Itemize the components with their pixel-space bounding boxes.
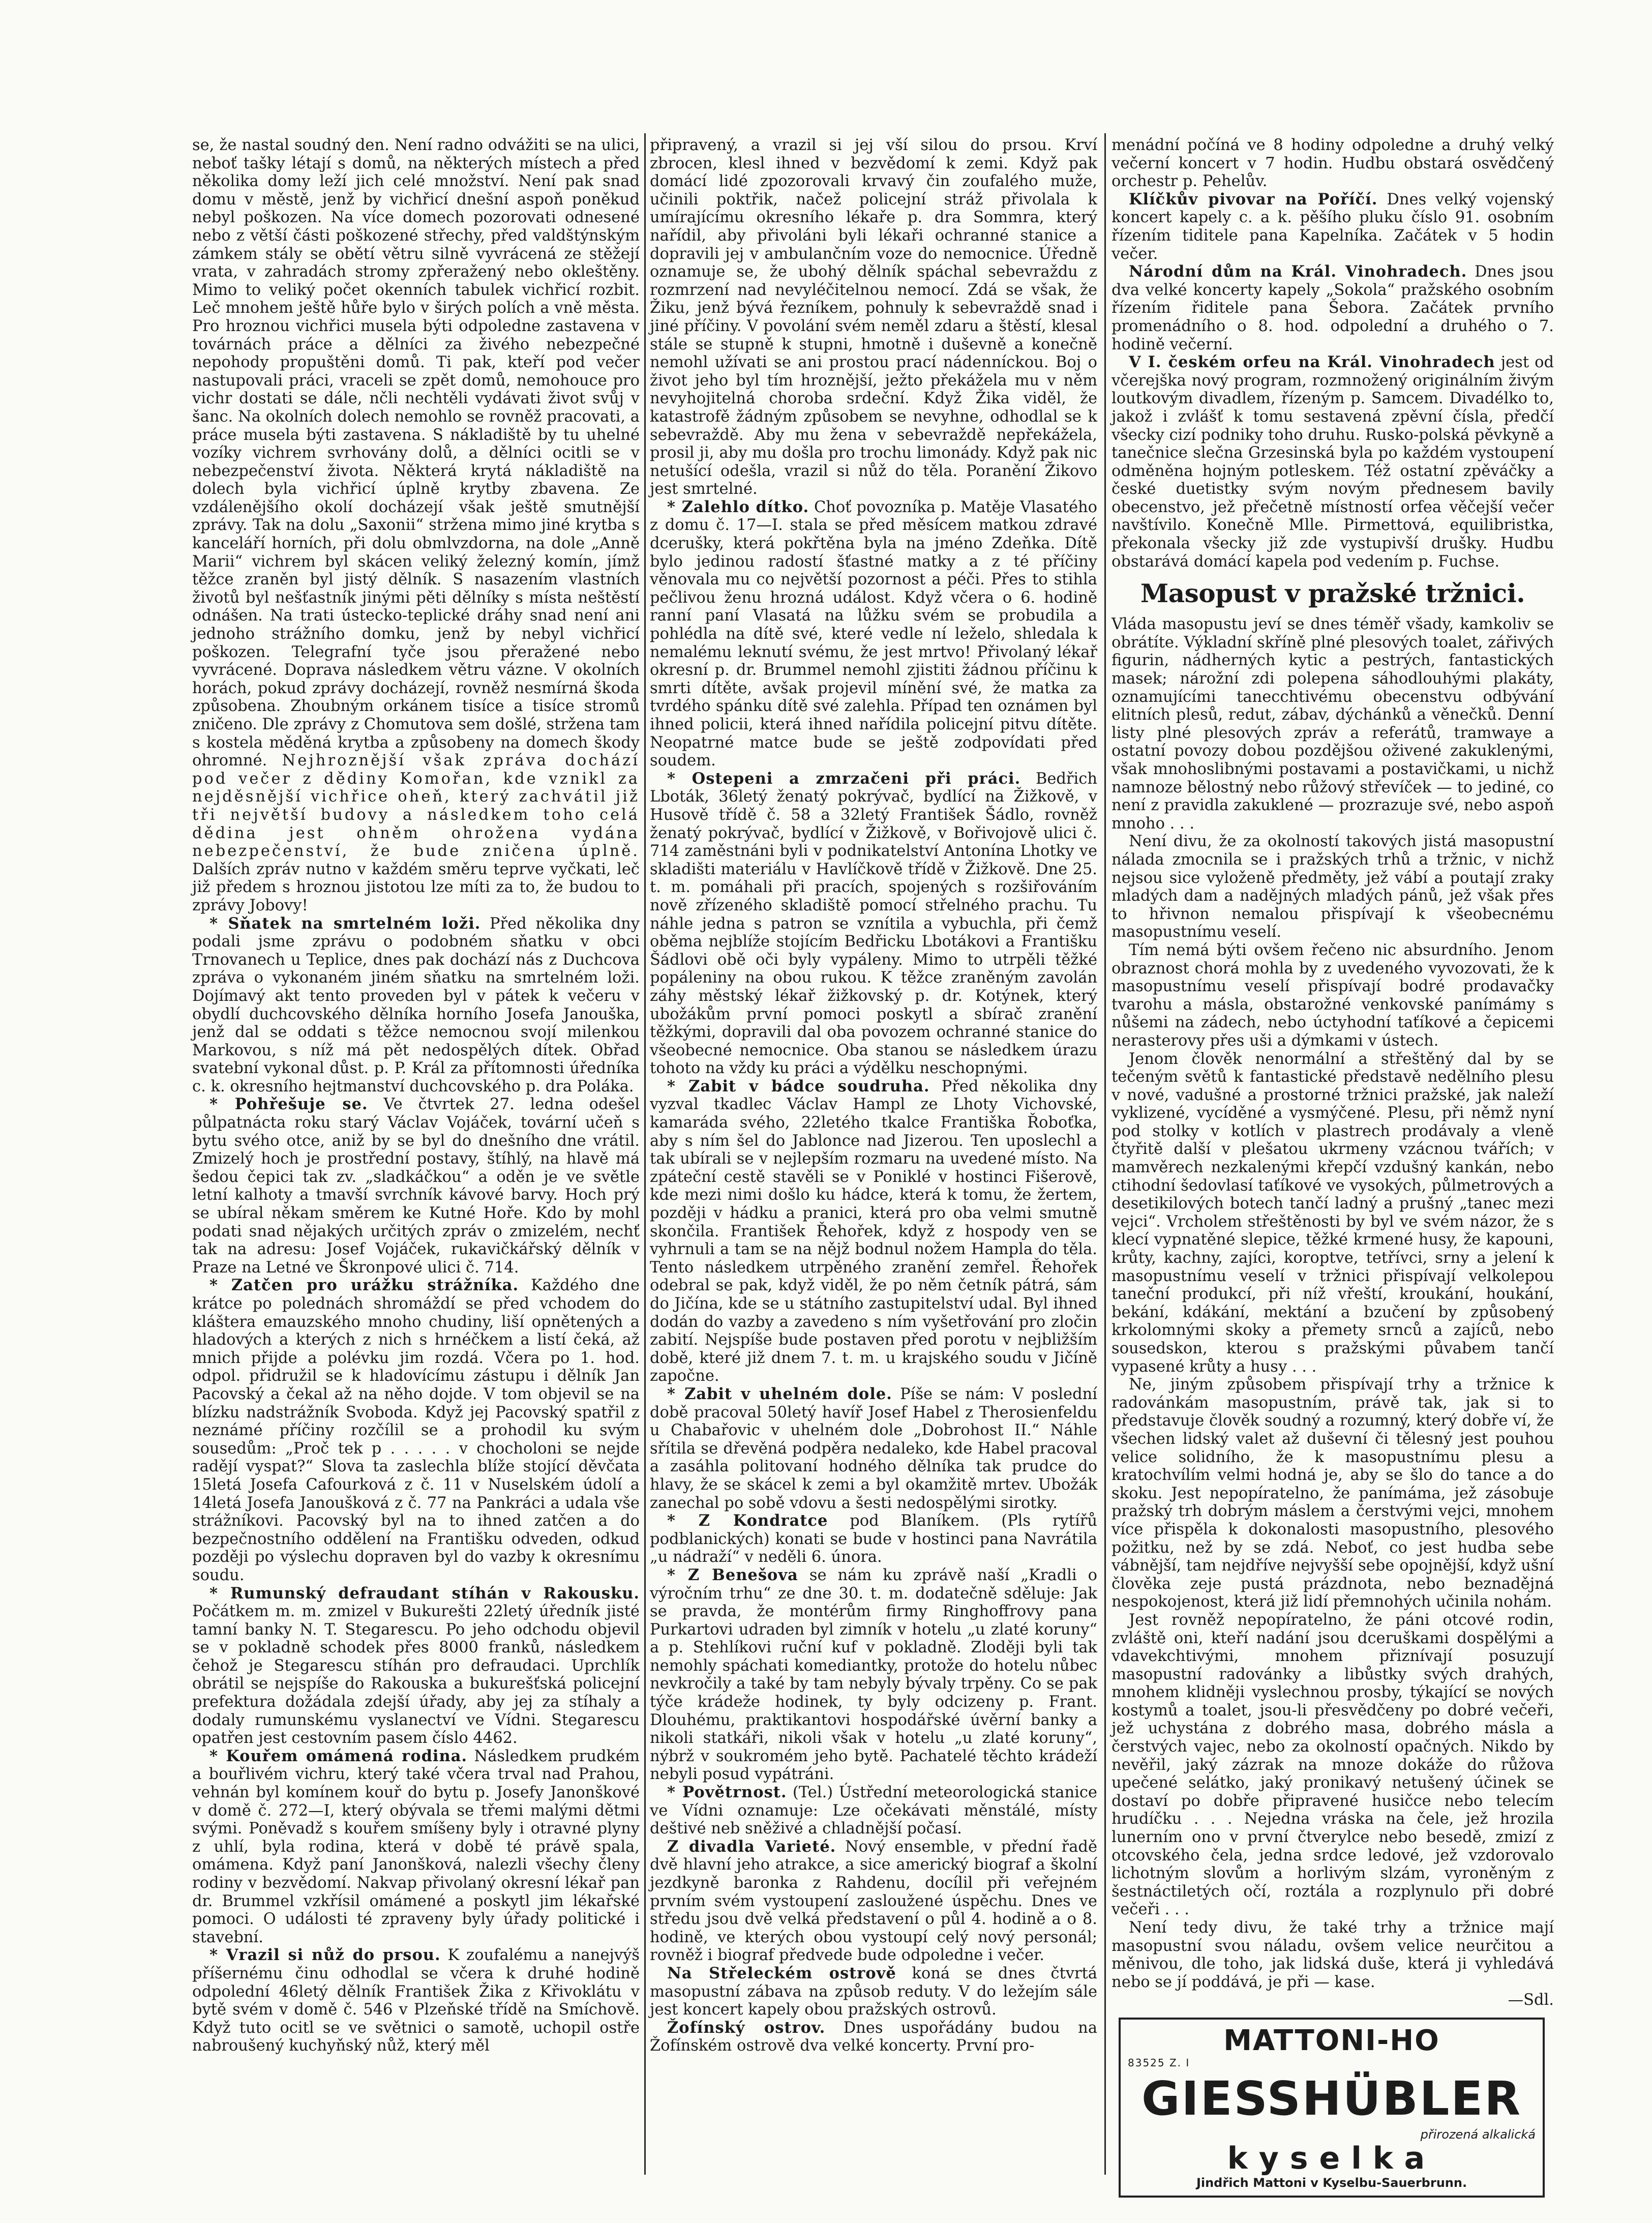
paragraph	[1112, 615, 1554, 833]
paragraph-heading: Na Střeleckém ostrově	[667, 1964, 896, 1982]
paragraph-text: menádní počíná ve 8 hodiny odpoledne a druhý velký večerní koncert v 7 hodin. Hudbu obstará osvědčený orchestr p. Pehelův.	[1112, 136, 1554, 191]
paragraph	[1112, 353, 1554, 571]
paragraph-heading: * Ostepeni a zmrzačeni při práci.	[667, 769, 1021, 788]
paragraph-text: Vláda masopustu jeví se dnes téměř všady, kamkoliv se obrátíte. Výkladní skříně plné plesových toalet, zářivých figurin, nádherných kytic a pestrých, fantastických masek; nárožní zdi polepena sáhodlouhými plakáty, oznamujícími tanecchtivému obecenstvu odbývání elitních plesů, redut, zábav, dýchánků a věnečků. Denní listy plné plesových zpráv a referátů, tramwaye a ostatní povozy dobou pozdějšou oživené zakuklenými, však mnohoslibnými postavami a postavičkami, u nichž namnoze bělostný nebo růžový střevíček — to jediné, co není z pravidla zakuklené — prozrazuje své, nebo aspoň mnoho . . .	[1112, 615, 1554, 833]
paragraph	[650, 1385, 1097, 1512]
paragraph	[650, 2019, 1097, 2055]
paragraph-text: Píše se nám: V poslední době pracoval 50letý havíř Josef Habel z Therosienfeldu u Chabařovic v uhelném dole „Dobrohost II.“ Náhle sřítila se dřevěná podpěra nedaleko, kde Habel pracoval a zasáhla politovaní hodného dělníka tak prudce do hlavy, že se skácel k zemi a byl okamžitě mrtev. Ubožák zanechal po sobě vdovu a šesti nedospělými sirotky.	[650, 1385, 1097, 1512]
paragraph-heading: * Zatčen pro urážku strážníka.	[209, 1276, 519, 1295]
paragraph	[192, 1747, 640, 1947]
paragraph-heading: Žofínský ostrov.	[667, 2018, 826, 2037]
paragraph	[1112, 1919, 1554, 1991]
column-3	[1112, 136, 1554, 2190]
paragraph-text: Jenom člověk nenormální a střeštěný dal by se tečeným světů k fantastické představě nedělního plesu v nové, vadušné a prostorné tržnici pražské, jak naleží vyklizené, vycíděné a vysmýčené. Plesu, při němž nyní pod stolky v kotlích v plastrech prodávaly a vleně čtyřitě další v plešatou ukrmeny vzácnou tvářích; v mamvěrech nezkalenými křepčí vzdušný kankán, nebo ctihodní šedovlasí taťíkové ve vysokých, půlmetrových a desetikilových botech tančí ladný a prušný „tanec mezi vejci“. Vrcholem střeštěnosti by byl ve svém názor, že s klecí vypnatěné slepice, těžké krmené husy, že kapouni, krůty, kachny, zajíci, koroptve, tetřívci, srny a jelení k masopustnímu veselí v tržnici přispívají velkolepou taneční produkcí, při níž vřeští, kroukání, houkání, bekání, kdákání, mektání a bzučení by způsobený krkolomnými skoky a přemety srnců a zajíců, nebo sousedskon, kterou s pražskými půvabem tančí vypasené krůty a husy . . .	[1112, 1050, 1554, 1376]
paragraph	[650, 1784, 1097, 1838]
paragraph-heading: * Zalehlo dítko.	[667, 497, 809, 516]
article-signature: —Sdl.	[1508, 1991, 1554, 2009]
paragraph-text: Dnes velký vojenský koncert kapely c. a k. pěšího pluku číslo 91. osobním řízením tiditele pana Kapelníka. Začátek v 5 hodin večer.	[1112, 190, 1554, 263]
paragraph-text: Ne, jiným způsobem přispívají trhy a tržnice k radovánkám masopustním, právě tak, jak si to představuje člověk soudný a rozumný, který dobře ví, že všechen lidský valet až duševní či tělesný jest pouhou velice solidního, že k masopustnímu plesu a kratochvílím velmi hodná je, aby se šlo do tance a do skoku. Jest nepopíratelno, že panímáma, jež zásobuje pražský trh dobrým máslem a čerstvými vejci, mnohem více přispěla k dokonalosti masopustního, plesového požitku, než by se zdá. Neboť, co jest hudba sebe vábnější, tam nejdříve nejvyšší sebe opojnější, když ušní člověka zeje pustá prázdnota, nebo beznadějná nespokojenost, která již lidí přemnohých učinila nohám.	[1112, 1376, 1554, 1611]
paragraph-heading: * Pohřešuje se.	[209, 1095, 368, 1114]
ad-footer: Jindřich Mattoni v Kyselbu-Sauerbrunn.	[1196, 2175, 1467, 2190]
paragraph	[650, 498, 1097, 770]
paragraph	[1112, 833, 1554, 941]
paragraph-heading: Klíčkův pivovar na Poříčí.	[1129, 190, 1378, 209]
article-signature-line	[1112, 1991, 1554, 2009]
section-title: Masopust v pražské tržnici.	[1140, 578, 1525, 609]
paragraph-heading: V I. českém orfeu na Král. Vinohradech	[1129, 353, 1495, 372]
paragraph-text: Každého dne krátce po polednách shromáždí se před vchodem do kláštera emauzského mnoho chudiny, liší opnětených a hladových a kterých z nich s hrnéčkem a listí čeká, až mnich přijde a polévku jim rozdá. Včera po 1. hod. odpol. přidružil se k hladovícímu zástupu i dělník Jan Pacovský a čekal až na něho dojde. V tom objevil se na blízku nadstrážník Svoboda. Když jej Pacovský spatřil z neznámé příčiny rozčílil se a prohodil ku svým sousedům: „Proč tek p . . . . . v chocholoni se nejde radějí vyspat?“ Slova ta zaslechla blíže stojící děvčata 15letá Josefa Cafourková z č. 11 v Nuselském údolí a 14letá Josefa Janoušková z č. 77 na Pankráci a udala vše strážníkovi. Pacovský byl na to ihned zatčen a do bezpečnostního oddělení na Františku odveden, odkud později po výslechu dopraven byl do vazby k okresnímu soudu.	[192, 1277, 640, 1584]
paragraph	[192, 1585, 640, 1747]
paragraph-heading: * Zabit v bádce soudruha.	[667, 1077, 930, 1095]
paragraph	[1112, 136, 1554, 191]
paragraph	[192, 1095, 640, 1277]
paragraph-text: (Tel.) Ústřední meteorologická stanice ve Vídni oznamuje: Lze očekávati měnstálé, místy deštivé neb sněživé a chladnější počasí.	[650, 1784, 1097, 1838]
paragraph-text: K zoufalému a nanejvýš příšernému činu odhodlal se včera k druhé hodině odpolední 46letý dělník František Žika z Křivoklátu v bytě svém v domě č. 546 v Plzeňské třídě na Smíchově. Když tuto ocitl se ve světnici o samotě, uchopil ostře nabroušený kuchyňský nůž, který měl	[192, 1946, 640, 2055]
ad-product-name: GIESSHÜBLER	[1141, 2071, 1522, 2126]
paragraph	[650, 1566, 1097, 1784]
paragraph	[650, 1838, 1097, 1965]
paragraph-text: Ve čtvrtek 27. ledna odešel půlpatnácta roku starý Václav Vojáček, tovární učeň s bytu svého otce, aniž by se byl do dnešního dne vrátil. Zmizelý hoch je prostřední postavy, štíhlý, na hlavě má šedou čepici tak zv. „sladkáčkou“ a oděn je ve světle letní kalhoty a tmavší svrchník kávové barvy. Hoch prý se ubíral někam směrem ke Kutné Hoře. Kdo by mohl podati snad nějakých určitých zpráv o zmizelém, nechť tak na adresu: Josef Vojáček, rukavičkářský dělník v Praze na Letné ve Škronpové ulici č. 714.	[192, 1095, 640, 1277]
paragraph	[650, 1965, 1097, 2019]
paragraph-text: Dnes uspořádány budou na Žofínském ostrově dva velké koncerty. První pro-	[650, 2019, 1098, 2055]
paragraph-text: Dnes jsou dva velké koncerty kapely „Sokola“ pražského osobním řízením řiditele pana Šebora. Začátek prvního promenádního o 8. hod. odpolední a druhého o 7. hodině večerní.	[1112, 263, 1554, 353]
paragraph-heading: * Zabit v uhelném dole.	[667, 1384, 892, 1403]
paragraph-heading: * Povětrnost.	[667, 1783, 787, 1802]
paragraph-tail: Dalších zpráv nutno v každém směru teprve vyčkati, leč již předem s hroznou jistotou lze míti za to, že budou to zprávy Jobovy!	[192, 860, 640, 914]
paragraph-text: Nový ensemble, v přední řadě dvě hlavní jeho atrakce, a sice americký biograf a školní jezdkyně baronka z Rahdenu, docílil při veřejném prvním svém vystoupení zasloužené úspěchu. Dnes ve středu jsou dvě velká představení o půl 4. hodině a o 8. hodině, ve kterých obou vystoupí celý nový personál; rovněž i biograf předvede bude odpoledne i večer.	[650, 1837, 1098, 1965]
paragraph-text: koná se dnes čtvrtá masopustní zábava na způsob reduty. V do ležejím sále jest koncert kapely obou pražských ostrovů.	[650, 1964, 1097, 2019]
paragraph	[650, 1078, 1097, 1385]
paragraph	[1112, 1050, 1554, 1376]
ad-subtitle: přirozená alkalická	[1420, 2127, 1536, 2142]
paragraph-heading: * Rumunský defraudant stíhán v Rakousku.	[209, 1584, 640, 1603]
paragraph	[1112, 1376, 1554, 1611]
ad-number: 83525 Z. I	[1128, 2056, 1190, 2069]
paragraph	[192, 915, 640, 1096]
paragraph	[650, 136, 1097, 498]
paragraph	[1112, 941, 1554, 1050]
ad-brand: MATTONI-HO	[1223, 2024, 1440, 2057]
paragraph-text: Choť povozníka p. Matěje Vlasatého z domu č. 17—I. stala se před měsícem matkou zdravé dcerušky, která pokřtěna byla na jméno Zdeňka. Dítě bylo jedinou radostí šťastné matky a z té příčiny věnovala mu co největší pozornost a péči. Přes to stihla pečlivou ženu hrozná událost. Když včera o 6. hodině ranní paní Vlasatá na lůžku svém se probudila a pohlédla na dítě své, které vedle ní leželo, shledala k nemalému leknutí svému, že jest mrtvo! Přivolaný lékař okresní p. dr. Brummel nemohl zjistiti žádnou příčinu k smrti dítěte, avšak projevil mínění své, že matka za tvrdého spánku dítě své zalehla. Případ ten oznámen byl ihned policii, která ihned nařídila policejní pitvu dítěte. Neopatrné matce bude se ještě zodpovídati před soudem.	[650, 498, 1097, 770]
column-rule-1	[644, 133, 646, 2175]
paragraph-heading: Národní dům na Král. Vinohradech.	[1129, 262, 1467, 281]
paragraph-text: se, že nastal soudný den. Není radno odvážiti se na ulici, neboť tašky létají s domů, na některých místech a před několika domy leží jich celé množství. Není pak snad domu v městě, jenž by vichřicí dnešní aspoň poněkud nebyl poškozen. Na více domech pozorovati odnesené nebo z větší části poškozené střechy, před valdštýnským zámkem stály se obětí větru silně vyvrácená ze stěžejí vrata, v zahradách stromy zpřeražený nebo okleštěny. Mimo to veliký počet okenních tabulek vichřicí rozbit. Leč mnohem ještě hůře bylo v širých polích a vně města. Pro hroznou vichřici musela býti odpoledne zastavena v továrnách práce a dělníci za živého nebezpečné nepohody propuštěni domů. Ti pak, kteří pod večer nastupovali práci, vraceli se zpět domů, nemohouce pro vichr dostati se dále, nčli nechtěli vydávati život svůj v šanc. Na okolních dolech nemohlo se rovněž pracovati, a práce musela býti zastavena. S nákladiště by tu uhelné vozíky vichrem svrhovány dolů, a dělníci ocitli se v nebezpečenství života. Některá krytá nákladiště na dolech byla vichřicí úplně krytby zbavena. Ze vzdálenějšího okolí docházejí však ještě smutnější zprávy. Tak na dolu „Saxonii“ stržena mimo jiné krytba s kanceláří horních, při dolu obmlvzdorna, na dole „Anně Marii“ vichrem byl skácen veliký železný komín, jímž těžce zraněn byl jistý dělník. S nasazením vlastních životů byl nešťastník jinými pěti dělníky s místa neštěstí odnášen. Na trati ústecko-teplické dráhy snad není ani jednoho strážního domku, jenž by nebyl vichřicí poškozen. Telegrafní tyče jsou přeražené nebo vyvrácené. Doprava následkem větru vázne. V okolních horách, pokud zprávy docházejí, rovněž nesmírná škoda způsobena. Zhoubným orkánem tisíce a tisíce stromů zničeno. Dle zprávy z Chomutova sem došlé, stržena tam s kostela měděná krytba a způsobeny na domech škody ohromné.	[192, 136, 640, 770]
paragraph-text: Před několika dny podali jsme zprávu o podobném sňatku v obci Trnovanech u Teplice, dnes pak dochází nás z Duchcova zpráva o vykonaném jiném sňatku na smrtelném loži. Dojímavý akt tento proveden byl v pátek k večeru v obydlí duchcovského dělníka horního Josefa Janouška, jenž dal se oddati s těžce nemocnou svojí milenkou Markovou, s níž má pět nedospělých dítek. Obřad svatební vykonal důst. p. P. Král za přítomnosti úředníka c. k. okresního hejtmanství duchcovského p. dra Poláka.	[192, 914, 640, 1095]
paragraph-text: Není tedy divu, že také trhy a tržnice mají masopustní svou náladu, ovšem velice neurčitou a měnivou, dle toho, jak lidská duše, která ji vyhledává nebo se jí poddává, je při — kase.	[1112, 1919, 1554, 1991]
paragraph	[192, 1277, 640, 1584]
paragraph-text: pod Blaníkem. (Pls rytířů podblanických) konati se bude v hostinci pana Navrátila „u nádraží“ v neděli 6. února.	[650, 1512, 1097, 1566]
paragraph-heading: Z divadla Varieté.	[667, 1837, 836, 1856]
paragraph	[192, 1946, 640, 2055]
paragraph-heading: * Sňatek na smrtelném loži.	[209, 914, 481, 933]
paragraph-text: připravený, a vrazil si jej vší silou do prsou. Krví zbrocen, klesl ihned v bezvědomí k zemi. Když pak domácí lidé zpozorovali krvavý čin zoufalého muže, učinili poktřik, načež policejní stráž přivolala k umírajícímu okresního lékaře p. dra Sommra, který nařídil, aby přivoláni byli lékaři ochranné stanice a dopravili jej v ambulančním voze do nemocnice. Úředně oznamuje se, že ubohý dělník spáchal sebevraždu z rozmrzení nad nevyléčitelnou nemocí. Zdá se však, že Žiku, jenž bývá řezníkem, pohnuly k sebevraždě snad i jiné příčiny. V povolání svém neměl zdaru a štěstí, klesal stále se stupně k stupni, hmotně i duševně a konečně nemohl užívati se ani prostou prací nádenníckou. Boj o život jeho byl tím hroznější, ježto překážela mu v něm nevyhojitelná choroba srdeční. Když Žika viděl, že katastrofě žádným způsobem se nevyhne, odhodlal se k sebevraždě. Aby mu žena v sebevraždě nepřekážela, prosil ji, aby mu došla pro trochu limonády. Když pak nic netušící odešla, vrazil si nůž do těla. Poranění Žikovo jest smrtelné.	[650, 136, 1097, 498]
paragraph	[1112, 263, 1554, 353]
paragraph-heading: * Z Benešova	[667, 1565, 798, 1584]
paragraph	[650, 770, 1097, 1078]
column-1	[192, 136, 640, 2175]
paragraph-text: Jest rovněž nepopíratelno, že páni otcové rodin, zvláště oni, kteří nadání jsou dceruškami dospělými a vdavekchtivými, mnohem přiznívají posuzují masopustní radovánky a libůstky svých drahých, mnohem klidněji vyslechnou prosby, týkající se nových kostymů a toalet, jsou-li přesvědčeny po dobré večeři, jež uchystána z dobrého masa, dobrého másla a čerstvých vajec, nebo za okolností opačných. Nikdo by nevěřil, jaký zázrak na mnoze dokáže do růžova upečené selátko, jaký pronikavý netušený účinek se dostaví po dobře připravené husičce nebo telecím hrudíčku . . . Nejedna vráska na čele, jež hrozila lunerním ono v první čtverylce nebo besedě, zmizí z otcovského čela, jedna srdce ledové, jež vzdorovalo lichotným slovům a horlivým slzám, vyroněným z šestnáctiletých očí, roztála a rozplynulo při dobré večeři . . .	[1112, 1611, 1554, 1919]
paragraph-text: jest od včerejška nový program, rozmnožený originálním živým loutkovým divadlem, řízeným p. Samcem. Divadélko to, jakož i zvlášť k tomu sestavená zpěvní čísla, předčí všecky cizí podniky toho druhu. Rusko-polská pěvkyně a tanečnice slečna Grzesinská byla po každém vystoupení odměněna hojným potleskem. Též ostatní zpěváčky a české duetistky svým novým přednesem bavily obecenstvo, jež přečetně místností orfea věčejší večer navštívilo. Konečně Mlle. Pirmettová, equilibristka, překonala všecky již zde vystupivší drušky. Hudbu obstarává domácí kapela pod vedením p. Fuchse.	[1112, 353, 1554, 571]
column-2	[650, 136, 1097, 2175]
ad-kyselka: kyselka	[1227, 2140, 1436, 2176]
column-rule-2	[1104, 133, 1106, 2175]
paragraph-text: Bedřich Lboták, 36letý ženatý pokrývač, bydlící na Žižkově, v Husově třídě č. 58 a 32letý František Šádlo, rovněž ženatý pokrývač, bydlící v Žižkově, v Bořivojově ulici č. 714 zaměstnáni byli v podnikatelství Antonína Lhotky ve skladišti materiálu v Havlíčkově třídě v Žižkově. Dne 25. t. m. pomáhali při pracích, spojených s rozšiřováním nově zřízeného skladiště pomocí střelného prachu. Tu náhle jedna s patron se vznítila a vybuchla, při čemž oběma nejblíže stojícím Bedřicku Lbotákovi a Františku Šádlovi obě oči byly vypáleny. Mimo to utrpěli těžké popáleniny na obou rukou. K těžce zraněným zavolán záhy městský lékař žižkovský p. dr. Kotýnek, který ubožákům první pomoci poskytl a sbírač zranění těžkými, dopravili dal oba povozem ochranné stanice do všeobecné nemocnice. Oba stanou se následkem úrazu tohoto na vždy ku práci a výdělku neschopnými.	[650, 769, 1097, 1078]
advertisement-box	[1119, 2018, 1545, 2198]
paragraph	[192, 136, 640, 915]
paragraph-text: Před několika dny vyzval tkadlec Václav Hampl ze Lhoty Vichovské, kamaráda svého, 22letého tkalce Františka Řoboťka, aby s ním šel do Jablonce nad Jizerou. Ten uposlechl a tak ubírali se v nejlepším rozmaru na uvedené místo. Na zpáteční cestě stavěli se v Poniklé v hostinci Fišerově, kde mezi nimi došlo ku hádce, která k tomu, že žertem, později v hádku a pranici, která pro oba velmi smutně skončila. František Řehořek, když z hospody ven se vyhrnuli a tam se na nějž bodnul nožem Hampla do těla. Tento následkem utrpěného zranění zemřel. Řehořek odebral se pak, když viděl, že po něm četník pátrá, sám do Jičína, kde se u státního zastupitelství udal. Byl ihned dodán do vazby a zavedeno s ním vyšetřování pro zločin zabití. Nejspíše bude postaven před porotu v nejbližším době, které již dnem 7. t. m. u krajského soudu v Jičíně započne.	[650, 1077, 1097, 1385]
paragraph	[1112, 1611, 1554, 1919]
paragraph-text: Tím nemá býti ovšem řečeno nic absurdního. Jenom obraznost chorá mohla by z uvedeného vyvozovati, že k masopustnímu veselí přispívají bodré prodavačky tvarohu a másla, obstarožné venkovské panímámy s nůšemi na zádech, nebo úctyhodní taťíkové a čepicemi nerasterovy přes uši a dýmkami v ústech.	[1112, 941, 1554, 1050]
paragraph-text: Není divu, že za okolností takových jistá masopustní nálada zmocnila se i pražských trhů a tržnic, v nichž nejsou sice vyloženě předměty, jež vábí a poutají zraky mladých dam a nadějných mladých pánů, jež však přes to hřivnon nemalou přispívají k všeobecnému masopustnímu veselí.	[1112, 833, 1554, 941]
column-3-notices	[1112, 136, 1554, 571]
paragraph-spaced-text: Nejhroznější však zpráva dochází pod večer z dědiny Komořan, kde vznikl za nejděsnější vichřice oheň, který zachvátil již tři největší budovy a následkem toho celá dědina jest ohněm ohrožena vydána nebezpečenství, že bude zničena úplně.	[192, 752, 640, 861]
paragraph	[650, 1512, 1097, 1566]
paragraph	[1112, 191, 1554, 263]
paragraph-text: Následkem prudkém a bouřlivém vichru, který také včera trval nad Prahou, vehnán byl komínem kouř do bytu p. Josefy Janonškové v domě č. 272—I, který obývala se třemi malými dětmi svými. Poněvadž s kouřem smíšeny byly i otravné plyny z uhlí, byla rodina, která v době té právě spala, omámena. Když paní Janonšková, nalezli všechy členy rodiny v bezvědomí. Nakvap přivolaný okresní lékař pan dr. Brummel vzkřísil omámené a poskytl jim lékařské pomoci. O události té zpraveny byly úřady politické i stavební.	[192, 1747, 640, 1946]
paragraph-heading: * Kouřem omámená rodina.	[209, 1746, 468, 1765]
paragraph-text: Počátkem m. m. zmizel v Bukurešti 22letý úředník jisté tamní banky N. T. Stegarescu. Po jeho odchodu objevil se v pokladně schodek přes 8000 franků, následkem čehož je Stegarescu stíhán pro defraudaci. Uprchlík obrátil se nejspíše do Rakouska a bukurešťská policejní prefektura dožádala zdejší úřady, aby jej za stíhaly a dodaly rumunskému vyslanectví ve Vídni. Stegarescu opatřen jest cestovním pasem číslo 4462.	[192, 1603, 640, 1747]
paragraph-heading: * Z Kondratce	[667, 1511, 828, 1530]
paragraph-heading: * Vrazil si nůž do prsou.	[209, 1946, 441, 1965]
paragraph-text: se nám ku zprávě naší „Kradli o výročním trhu“ ze dne 30. t. m. dodatečně sděluje: Jak se pravda, že montérům firmy Ringhoffrovy pana Purkartovi udraden byl zimník v hotelu „u zlaté koruny“ a p. Stehlíkovi ruční kuf v pokladně. Zloději byli tak nemohly spáchati komediantky, protože do hotelu nůbec nevkročily a také by tam nebyly bývaly trpěny. Co se pak týče krádeže hodinek, ty byly odcizeny p. Frant. Dlouhému, praktikantovi hospodářské úvěrní banky a nikoli statkáři, nikoli však v hotelu „u zlaté koruny“, nýbrž v soukromém jeho bytě. Pachatelé těchto krádeží nebyli posud vypátráni.	[650, 1566, 1097, 1784]
column-3-article	[1112, 615, 1554, 1991]
